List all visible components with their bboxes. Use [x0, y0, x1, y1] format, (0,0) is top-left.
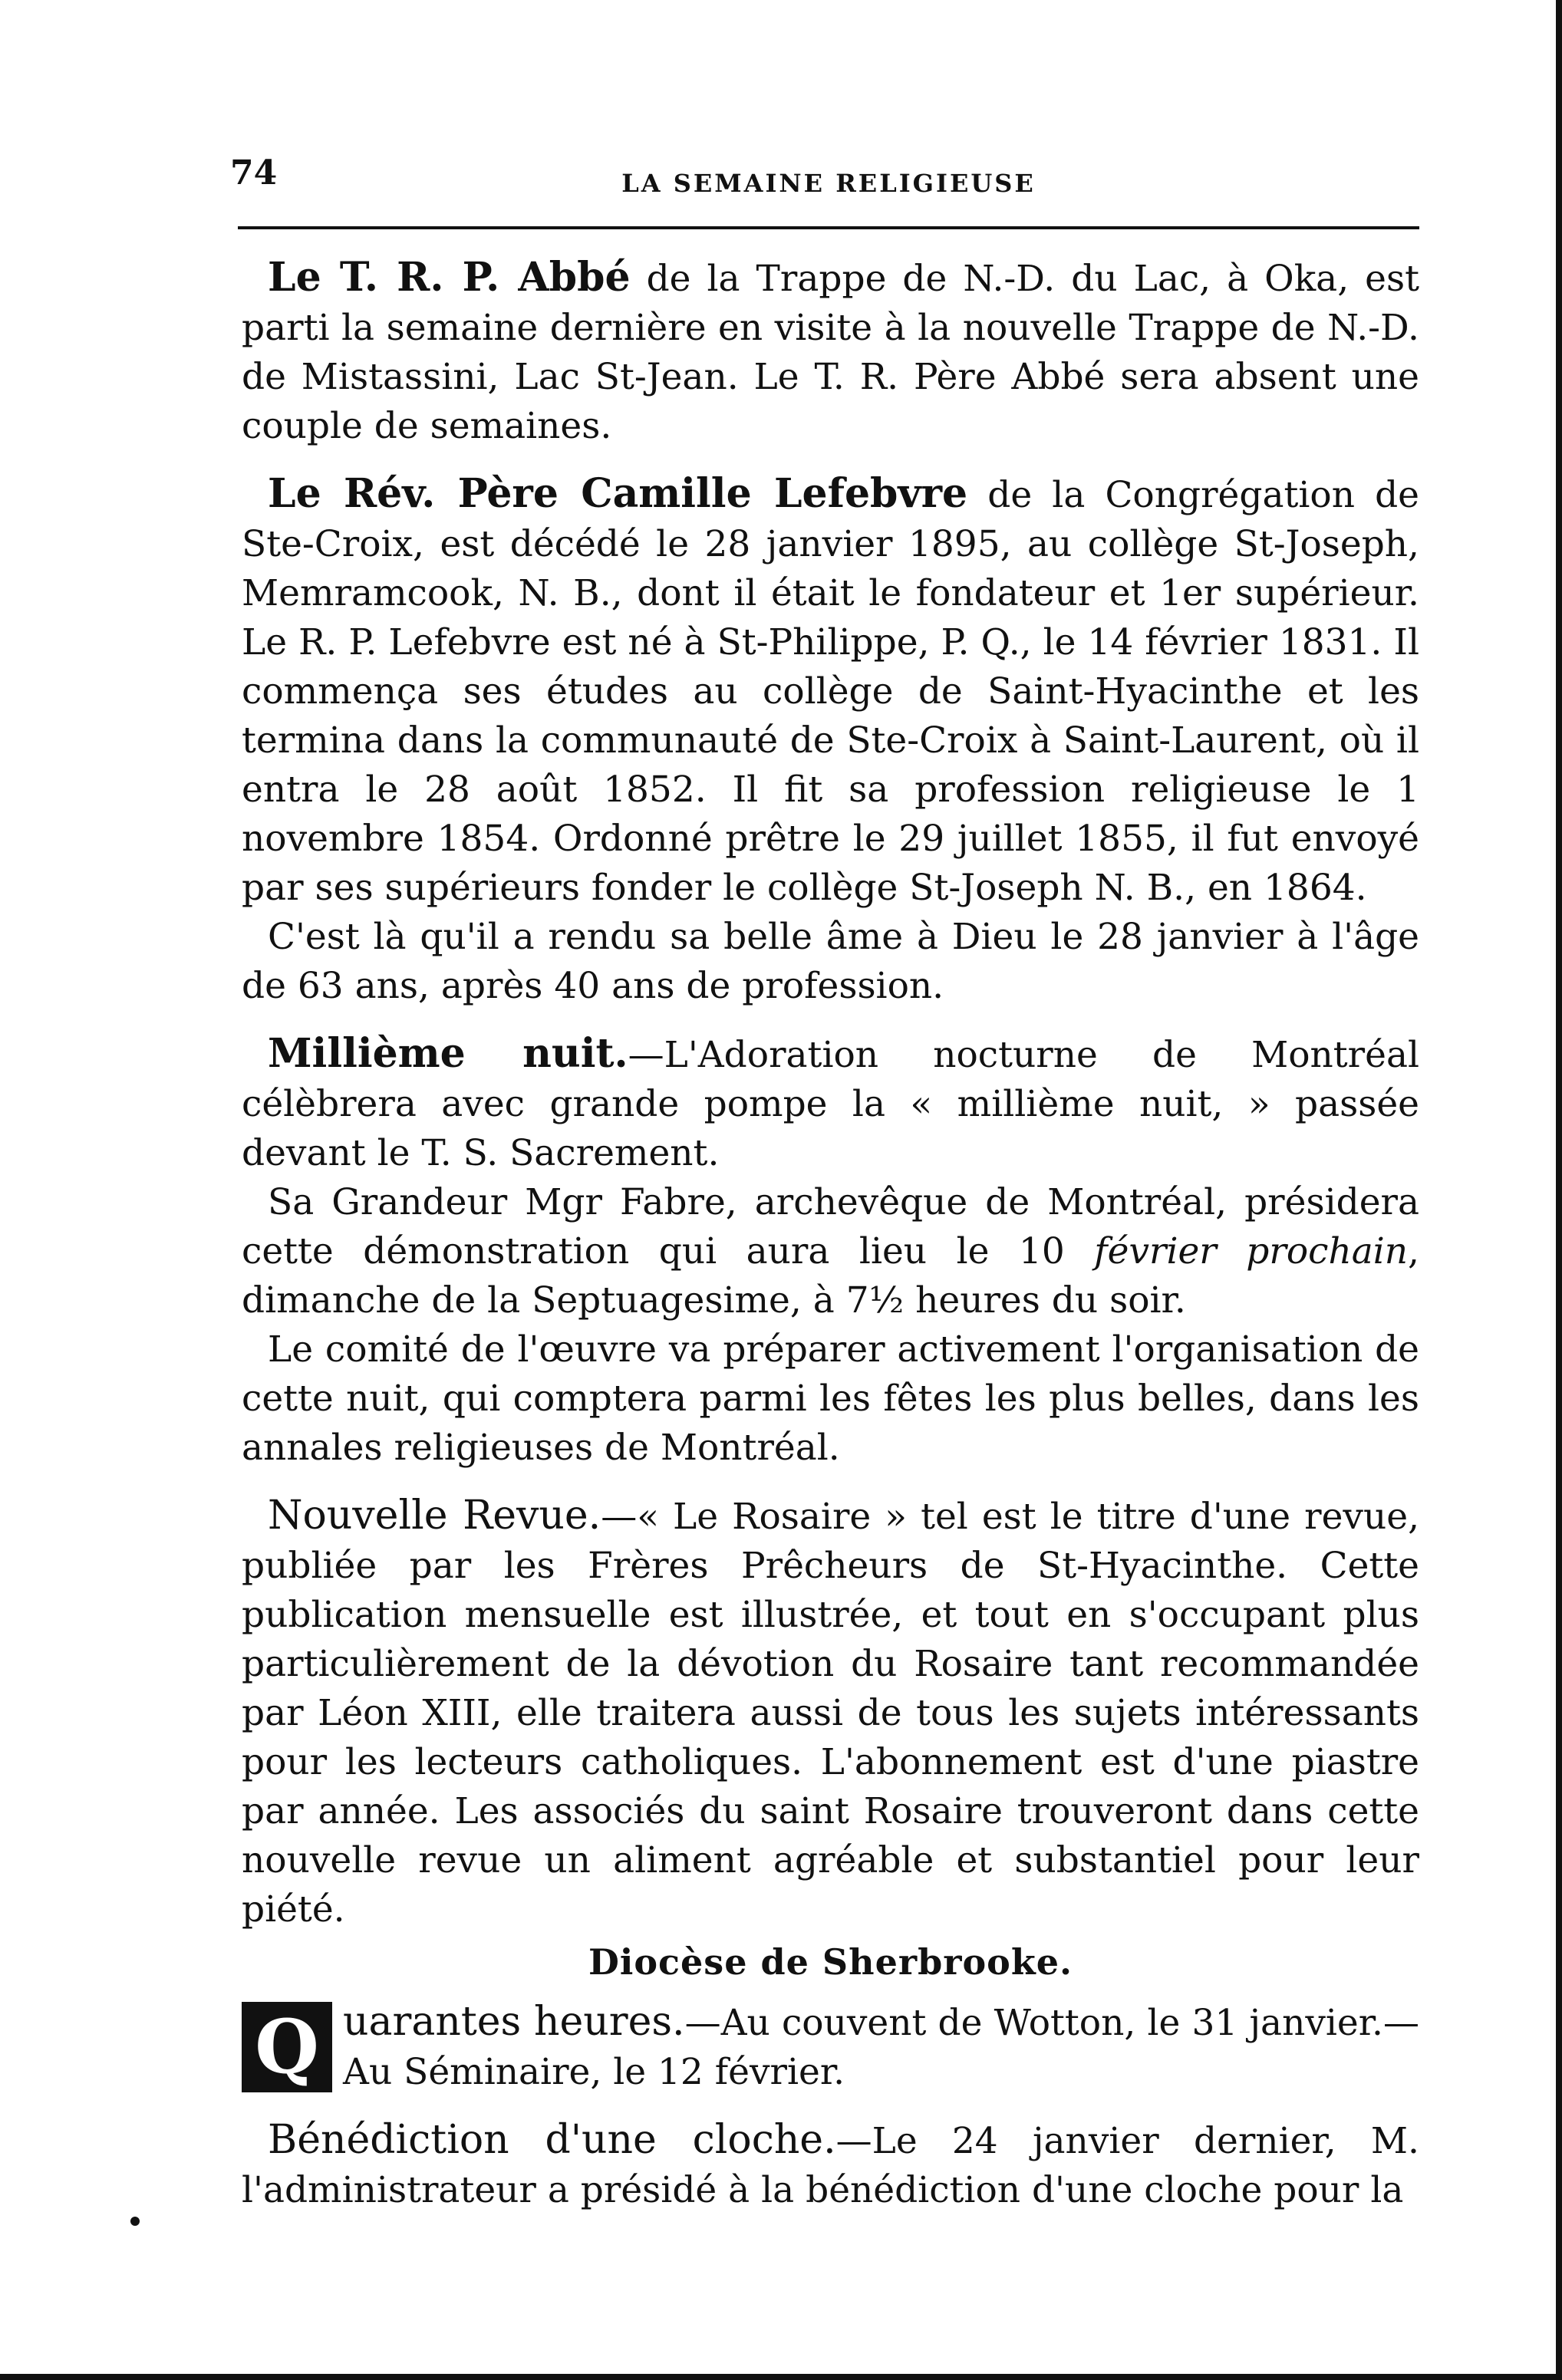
margin-mark [130, 2217, 140, 2226]
running-title: LA SEMAINE RELIGIEUSE [621, 169, 1036, 198]
paragraph-lefebvre [242, 469, 1419, 913]
paragraph-fabre [242, 1178, 1419, 1325]
paragraph-text: —Au couvent de Wotton, le 31 janvier.—Au Séminaire, le 12 février. [343, 2002, 1419, 2093]
paragraph-lead: Nouvelle Revue. [268, 1493, 601, 1539]
paragraph-quarantes-heures [242, 1997, 1419, 2097]
paragraph-nouvelle-revue [242, 1491, 1419, 1934]
article-body [242, 253, 1419, 2215]
page-border-right [1556, 0, 1562, 2380]
paragraph-millieme-nuit [242, 1029, 1419, 1178]
paragraph-italic: février prochain [1094, 1230, 1409, 1272]
paragraph-benediction [242, 2115, 1419, 2215]
paragraph-text: , dimanche de la Septuagesime, à 7½ heures du soir. [242, 1230, 1419, 1322]
paragraph-lead: uarantes heures. [343, 1999, 685, 2045]
paragraph-text: de la Congrégation de Ste-Croix, est décédé le 28 janvier 1895, au collège St-Joseph, Memramcook, N. B., dont il était le fondateur et 1er supérieur. Le R. P. Lefebvre est né à St-Philippe, P. Q., le 14 février 1831. Il commença ses études au collège de Saint-Hyacinthe et les termina dans la communauté de Ste-Croix à Saint-Laurent, où il entra le 28 août 1852. Il fit sa profession religieuse le 1 novembre 1854. Ordonné prêtre le 29 juillet 1855, il fut envoyé par ses supérieurs fonder le collège St-Joseph N. B., en 1864. [242, 474, 1419, 909]
page-number: 74 [230, 153, 278, 193]
paragraph-text: de la Trappe de N.-D. du Lac, à Oka, est parti la semaine dernière en visite à la nouvelle Trappe de N.-D. de Mistassini, Lac St-Jean. Le T. R. Père Abbé sera absent une couple de semaines. [242, 258, 1419, 447]
paragraph-lead: Bénédiction d'une cloche. [268, 2117, 836, 2163]
paragraph-text: —« Le Rosaire » tel est le titre d'une revue, publiée par les Frères Prêcheurs de St-Hyacinthe. Cette publication mensuelle est illustrée, et tout en s'occupant plus particulièrement de la dévotion du Rosaire tant recommandée par Léon XIII, elle traitera aussi de tous les sujets intéressants pour les lecteurs catholiques. L'abonnement est d'une piastre par année. Les associés du saint Rosaire trouveront dans cette nouvelle revue un aliment agréable et substantiel pour leur piété. [242, 1496, 1420, 1931]
paragraph-text: —L'Adoration nocturne de Montréal célèbrera avec grande pompe la « millième nuit, » passée devant le T. S. Sacrement. [242, 1034, 1419, 1174]
page-border-bottom [0, 2374, 1562, 2380]
paragraph-lead: Le T. R. P. Abbé [268, 254, 631, 301]
paragraph-comite: Le comité de l'œuvre va préparer activement l'organisation de cette nuit, qui comptera parmi les fêtes les plus belles, dans les annales religieuses de Montréal. [242, 1328, 1419, 1469]
header-rule [238, 226, 1419, 229]
paragraph-lead: Millième nuit. [268, 1030, 628, 1077]
paragraph-text: Sa Grandeur Mgr Fabre, archevêque de Montréal, présidera cette démonstration qui aura lieu le 10 [242, 1181, 1419, 1272]
paragraph-lead: Le Rév. Père Camille Lefebvre [268, 470, 968, 517]
page-header [230, 153, 1427, 199]
drop-cap: Q [242, 2002, 332, 2092]
paragraph-text: —Le 24 janvier dernier, M. l'administrateur a présidé à la bénédiction d'une cloche pour la [242, 2120, 1419, 2211]
paragraph-trappe [242, 253, 1419, 451]
section-heading-sherbrooke: Diocèse de Sherbrooke. [588, 1941, 1073, 1983]
paragraph-lefebvre-death: C'est là qu'il a rendu sa belle âme à Dieu le 28 janvier à l'âge de 63 ans, après 40 ans de profession. [242, 916, 1419, 1007]
